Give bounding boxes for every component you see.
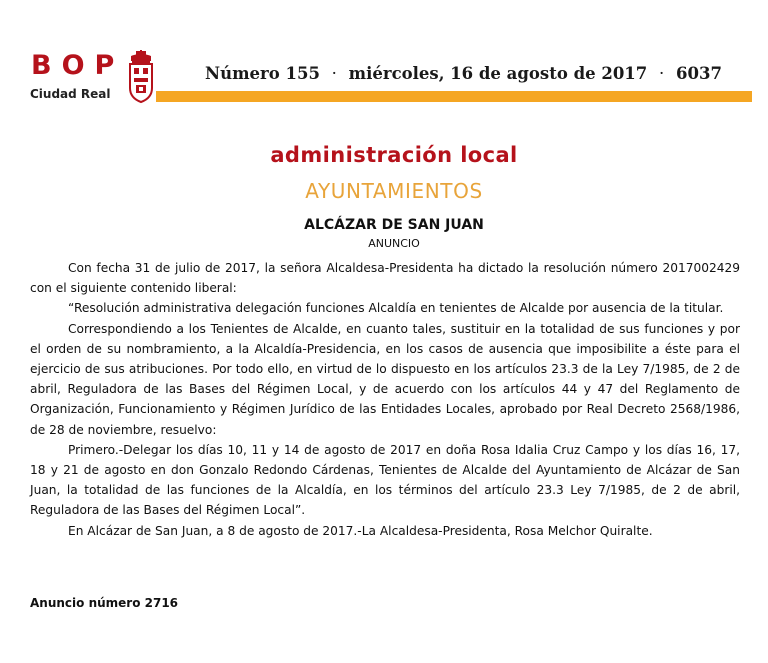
document-type: ANUNCIO [368,237,420,250]
coat-of-arms-icon [127,50,155,104]
announcement-body [30,258,740,541]
subsection-title: AYUNTAMIENTOS [305,179,483,203]
bulletin-header [0,0,768,112]
separator: · [659,64,665,83]
announcement-number: Anuncio número 2716 [30,596,179,610]
paragraph: En Alcázar de San Juan, a 8 de agosto de 2017.-La Alcaldesa-Presidenta, Rosa Melchor Quiralte. [68,523,653,538]
bop-logo: BOP [31,50,125,81]
entity-title: ALCÁZAR DE SAN JUAN [304,217,484,233]
issue-date: miércoles, 16 de agosto de 2017 [348,64,648,83]
issue-info [205,66,722,83]
issue-number: Número 155 [205,64,320,83]
region-label: Ciudad Real [30,87,111,101]
page-number: 6037 [676,64,722,83]
separator: · [331,64,337,83]
section-title: administración local [270,143,518,167]
paragraph: Primero.-Delegar los días 10, 11 y 14 de agosto de 2017 en doña Rosa Idalia Cruz Campo y los días 16, 17, 18 y 21 de agosto en don Gonzalo Redondo Cárdenas, Tenientes de Alcalde del Ayuntamiento de Alcázar de San Juan, la totalidad de las funciones de la Alcaldía, en los términos del artículo 23.3 Ley 7/1985, de 2 de abril, Reguladora de las Bases del Régimen Local”. [30,442,740,518]
header-accent-bar [156,91,752,102]
paragraph: “Resolución administrativa delegación funciones Alcaldía en tenientes de Alcalde por ausencia de la titular. [68,301,724,316]
paragraph: Con fecha 31 de julio de 2017, la señora Alcaldesa-Presidenta ha dictado la resolución número 2017002429 con el siguiente contenido liberal: [30,261,740,296]
paragraph: Correspondiendo a los Tenientes de Alcalde, en cuanto tales, sustituir en la totalidad de sus funciones y por el orden de su nombramiento, a la Alcaldía-Presidencia, en los casos de ausencia que imposibilite a éste para el ejercicio de sus atribuciones. Por todo ello, en virtud de lo dispuesto en los artículos 23.3 de la Ley 7/1985, de 2 de abril, Reguladora de las Bases del Régimen Local, y de acuerdo con los artículos 44 y 47 del Reglamento de Organización, Funcionamiento y Régimen Jurídico de las Entidades Locales, aprobado por Real Decreto 2568/1986, de 28 de noviembre, resuelvo: [30,321,740,437]
